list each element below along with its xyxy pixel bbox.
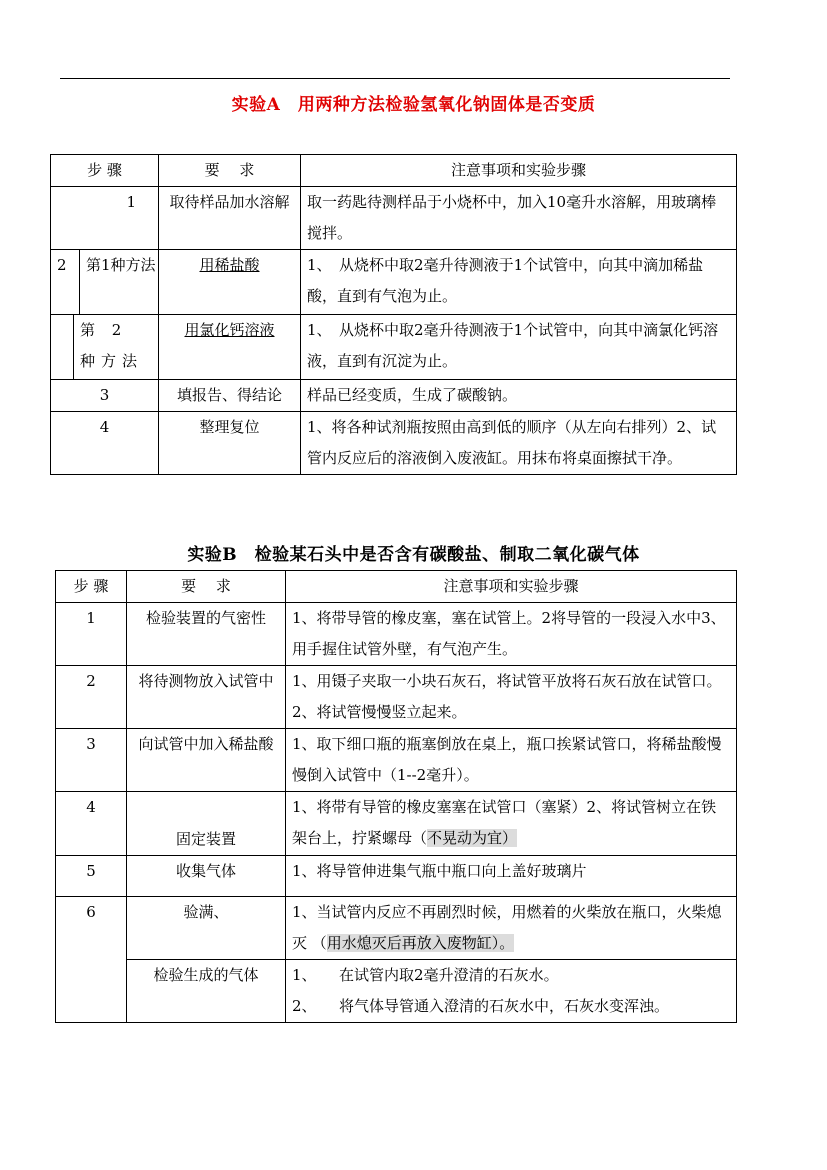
notes-text: 1、将带有导管的橡皮塞塞在试管口（塞紧）2、将试管树立在铁架台上，拧紧螺母（ (292, 798, 717, 847)
step-number: 2 (51, 250, 80, 314)
requirement-cell: 收集气体 (127, 856, 286, 897)
header-requirement: 要 求 (127, 571, 286, 603)
header-notes: 注意事项和实验步骤 (286, 571, 737, 603)
step-cell: 3 (56, 729, 127, 792)
step-cell: 3 (51, 380, 159, 412)
experiment-a-table (50, 154, 737, 475)
requirement-cell: 用氯化钙溶液 (159, 315, 301, 380)
table-header-row (51, 155, 737, 187)
notes-cell: 1、取下细口瓶的瓶塞倒放在桌上，瓶口挨紧试管口，将稀盐酸慢慢倒入试管中（1--2毫升）。 (286, 729, 737, 792)
step-cell-dual (51, 250, 159, 315)
header-rule (60, 78, 730, 79)
table-row (56, 729, 737, 792)
requirement-cell: 用稀盐酸 (159, 250, 301, 315)
notes-cell: 1、将导管伸进集气瓶中瓶口向上盖好玻璃片 (286, 856, 737, 897)
table-row (51, 250, 737, 315)
notes-cell: 1、 从烧杯中取2毫升待测液于1个试管中，向其中滴加稀盐酸，直到有气泡为止。 (301, 250, 737, 315)
requirement-cell: 检验装置的气密性 (127, 603, 286, 666)
step-cell: 4 (51, 412, 159, 475)
notes-text: 1、当试管内反应不再剧烈时候，用燃着的火柴放在瓶口，火柴熄灭 （ (292, 903, 722, 952)
notes-highlight: 用水熄灭后再放入废物缸）。 (326, 934, 515, 952)
notes-cell: 取一药匙待测样品于小烧杯中，加入10毫升水溶解，用玻璃棒搅拌。 (301, 187, 737, 250)
header-step: 步 骤 (51, 155, 159, 187)
notes-cell: 1、 从烧杯中取2毫升待测液于1个试管中，向其中滴氯化钙溶液，直到有沉淀为止。 (301, 315, 737, 380)
table-header-row (56, 571, 737, 603)
table-row (56, 603, 737, 666)
step-cell-dual (51, 315, 159, 380)
requirement-cell: 验满、 (127, 897, 286, 960)
table-row (56, 856, 737, 897)
step-cell: 4 (56, 792, 127, 856)
requirement-cell: 向试管中加入稀盐酸 (127, 729, 286, 792)
method-label: 第1种方法 (86, 256, 156, 274)
notes-line: 2、 将气体导管通入澄清的石灰水中，石灰水变浑浊。 (292, 997, 670, 1015)
notes-cell (286, 792, 737, 856)
requirement-cell: 取待样品加水溶解 (159, 187, 301, 250)
notes-cell (286, 897, 737, 960)
requirement-cell: 检验生成的气体 (127, 960, 286, 1023)
header-step: 步 骤 (56, 571, 127, 603)
step-cell: 1 (56, 603, 127, 666)
requirement-cell: 整理复位 (159, 412, 301, 475)
notes-cell (286, 960, 737, 1023)
table-row (56, 792, 737, 856)
notes-cell: 1、将各种试剂瓶按照由高到低的顺序（从左向右排列）2、试管内反应后的溶液倒入废液缸。用抹布将桌面擦拭干净。 (301, 412, 737, 475)
requirement-cell: 固定装置 (127, 792, 286, 856)
table-row (51, 315, 737, 380)
method-label: 第 2 种方法 (80, 321, 144, 370)
notes-line: 1、 在试管内取2毫升澄清的石灰水。 (292, 966, 559, 984)
notes-highlight: 不晃动为宜） (427, 829, 518, 847)
notes-cell: 样品已经变质，生成了碳酸钠。 (301, 380, 737, 412)
header-notes: 注意事项和实验步骤 (301, 155, 737, 187)
table-row (51, 380, 737, 412)
step-cell: 5 (56, 856, 127, 897)
table-row (56, 960, 737, 1023)
notes-cell: 1、用镊子夹取一小块石灰石，将试管平放将石灰石放在试管口。2、将试管慢慢竖立起来。 (286, 666, 737, 729)
experiment-a-title: 实验A 用两种方法检验氢氧化钠固体是否变质 (231, 95, 596, 115)
notes-cell: 1、将带导管的橡皮塞，塞在试管上。2将导管的一段浸入水中3、用手握住试管外壁，有气泡产生。 (286, 603, 737, 666)
experiment-b-title: 实验B 检验某石头中是否含有碳酸盐、制取二氧化碳气体 (187, 545, 640, 565)
step-cell: 1 (51, 187, 159, 250)
table-row (56, 666, 737, 729)
experiment-b-table (55, 570, 737, 1023)
step-cell: 6 (56, 897, 127, 1023)
step-spacer (51, 315, 74, 379)
table-row (51, 412, 737, 475)
requirement-cell: 填报告、得结论 (159, 380, 301, 412)
table-row (56, 897, 737, 960)
requirement-cell: 将待测物放入试管中 (127, 666, 286, 729)
header-requirement: 要 求 (159, 155, 301, 187)
step-cell: 2 (56, 666, 127, 729)
table-row (51, 187, 737, 250)
